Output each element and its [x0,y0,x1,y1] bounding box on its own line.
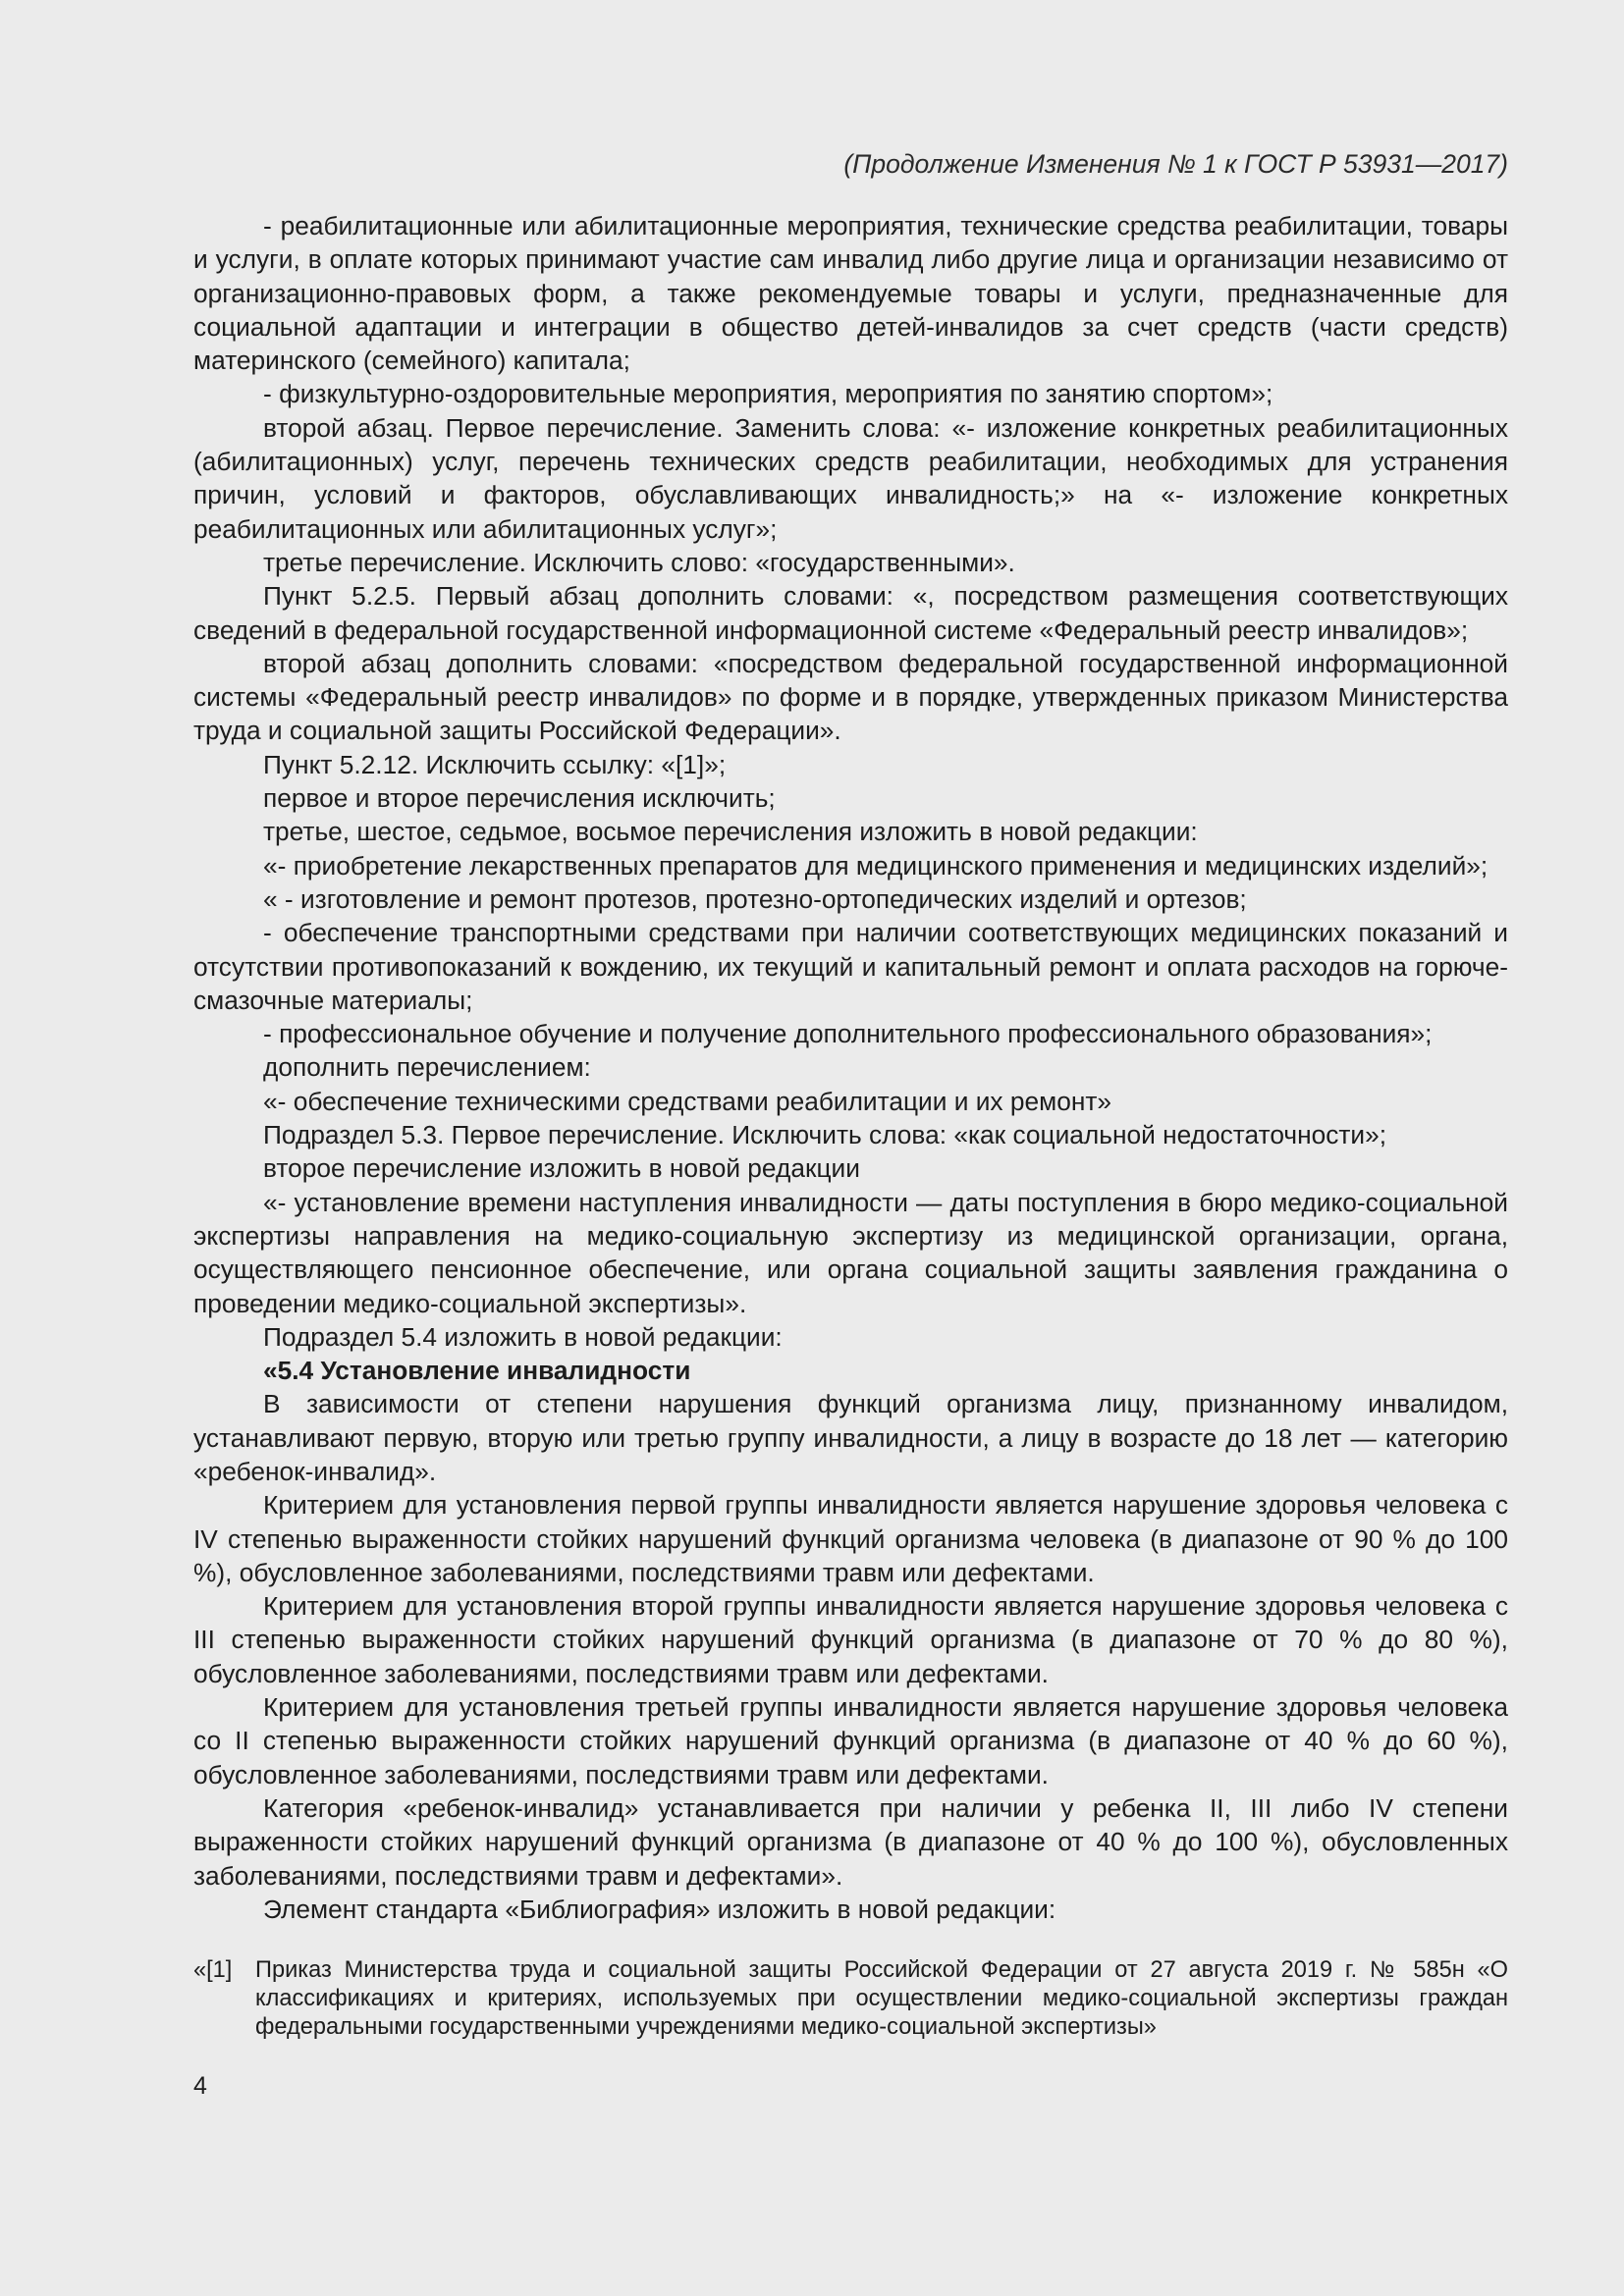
paragraph-24: Критерием для установления третьей группы инвалидности является нарушение здоровья человека со II степенью выраженности стойких нарушений функций организма (в диапазоне от 40 % до 60 %), обусловленное заболеваниями, последствиями травм или дефектами. [193,1692,1508,1789]
paragraph-1: - реабилитационные или абилитационные мероприятия, технические средства реабилитации, товары и услуги, в оплате которых принимают участие сам инвалид либо другие лица и организации независимо от организационно-правовых форм, а также рекомендуемые товары и услуги, предназначенные для социальной адаптации и интеграции в общество детей-инвалидов за счет средств (части средств) материнского (семейного) капитала; [193,211,1508,376]
paragraph-19: Подраздел 5.4 изложить в новой редакции: [263,1321,783,1352]
paragraph-21: В зависимости от степени нарушения функций организма лицу, признанному инвалидом, устанавливают первую, вторую или третью группу инвалидности, а лицу в возрасте до 18 лет — категорию «ребенок-инвалид». [193,1389,1508,1486]
paragraph-11: « - изготовление и ремонт протезов, протезно-ортопедических изделий и ортезов; [263,883,1247,914]
paragraph-17: второе перечисление изложить в новой редакции [263,1153,860,1184]
paragraph-8: первое и второе перечисления исключить; [263,783,776,814]
paragraph-26: Элемент стандарта «Библиография» изложить в новой редакции: [263,1894,1056,1924]
paragraph-10: «- приобретение лекарственных препаратов для медицинского применения и медицинских изделий»; [263,850,1489,881]
paragraph-16: Подраздел 5.3. Первое перечисление. Исключить слова: «как социальной недостаточности»; [263,1120,1387,1150]
paragraph-5: Пункт 5.2.5. Первый абзац дополнить словами: «, посредством размещения соответствующих сведений в федеральной государственной информационной системе «Федеральный реестр инвалидов»; [193,581,1508,645]
bibliography-entry [193,1956,1508,2042]
paragraph-23: Критерием для установления второй группы инвалидности является нарушение здоровья человека с III степенью выраженности стойких нарушений функций организма (в диапазоне от 70 % до 80 %), обусловленное заболеваниями, последствиями травм или дефектами. [193,1591,1508,1688]
paragraph-2: - физкультурно-оздоровительные мероприятия, мероприятия по занятию спортом»; [263,379,1273,409]
running-header: (Продолжение Изменения № 1 к ГОСТ Р 53931—2017) [843,149,1508,179]
bibliography-marker: «[1] [193,1957,233,1983]
paragraph-18: «- установление времени наступления инвалидности — даты поступления в бюро медико-социальной экспертизы направления на медико-социальную экспертизу из медицинской организации, органа, осуществляющего пенсионное обеспечение, или органа социальной защиты заявления гражданина о проведении медико-социальной экспертизы». [193,1187,1508,1318]
paragraph-12: - обеспечение транспортными средствами при наличии соответствующих медицинских показаний и отсутствии противопоказаний к вождению, их текущий и капитальный ремонт и оплата расходов на горюче-смазочные материалы; [193,918,1508,1015]
paragraph-14: дополнить перечислением: [263,1052,591,1083]
paragraph-7: Пункт 5.2.12. Исключить ссылку: «[1]»; [263,749,727,779]
paragraph-3: второй абзац. Первое перечисление. Заменить слова: «- изложение конкретных реабилитационных (абилитационных) услуг, перечень технических средств реабилитации, необходимых для устранения причин, условий и факторов, обуславливающих инвалидность;» на «- изложение конкретных реабилитационных или абилитационных услуг»; [193,412,1508,544]
bibliography-text: Приказ Министерства труда и социальной защиты Российской Федерации от 27 августа 2019 г. № 585н «О классификациях и критериях, используемых при осуществлении медико-социальной экспертизы граждан федеральными государственными учреждениями медико-социальной экспертизы» [255,1957,1508,2040]
paragraph-6: второй абзац дополнить словами: «посредством федеральной государственной информационной системы «Федеральный реестр инвалидов» по форме и в порядке, утвержденных приказом Министерства труда и социальной защиты Российской Федерации». [193,648,1508,746]
body-text [193,209,1508,1926]
paragraph-4: третье перечисление. Исключить слово: «государственными». [263,547,1015,577]
section-heading: «5.4 Установление инвалидности [263,1356,691,1386]
paragraph-22: Критерием для установления первой группы инвалидности является нарушение здоровья человека с IV степенью выраженности стойких нарушений функций организма человека (в диапазоне от 90 % до 100 %), обусловленное заболеваниями, последствиями травм или дефектами. [193,1490,1508,1587]
paragraph-25: Категория «ребенок-инвалид» устанавливается при наличии у ребенка II, III либо IV степени выраженности стойких нарушений функций организма (в диапазоне от 40 % до 100 %), обусловленных заболеваниями, последствиями травм и дефектами». [193,1792,1508,1891]
paragraph-9: третье, шестое, седьмое, восьмое перечисления изложить в новой редакции: [263,817,1198,847]
page-number: 4 [193,2072,207,2100]
paragraph-15: «- обеспечение техническими средствами реабилитации и их ремонт» [263,1086,1112,1116]
paragraph-13: - профессиональное обучение и получение дополнительного профессионального образования»; [263,1019,1433,1049]
